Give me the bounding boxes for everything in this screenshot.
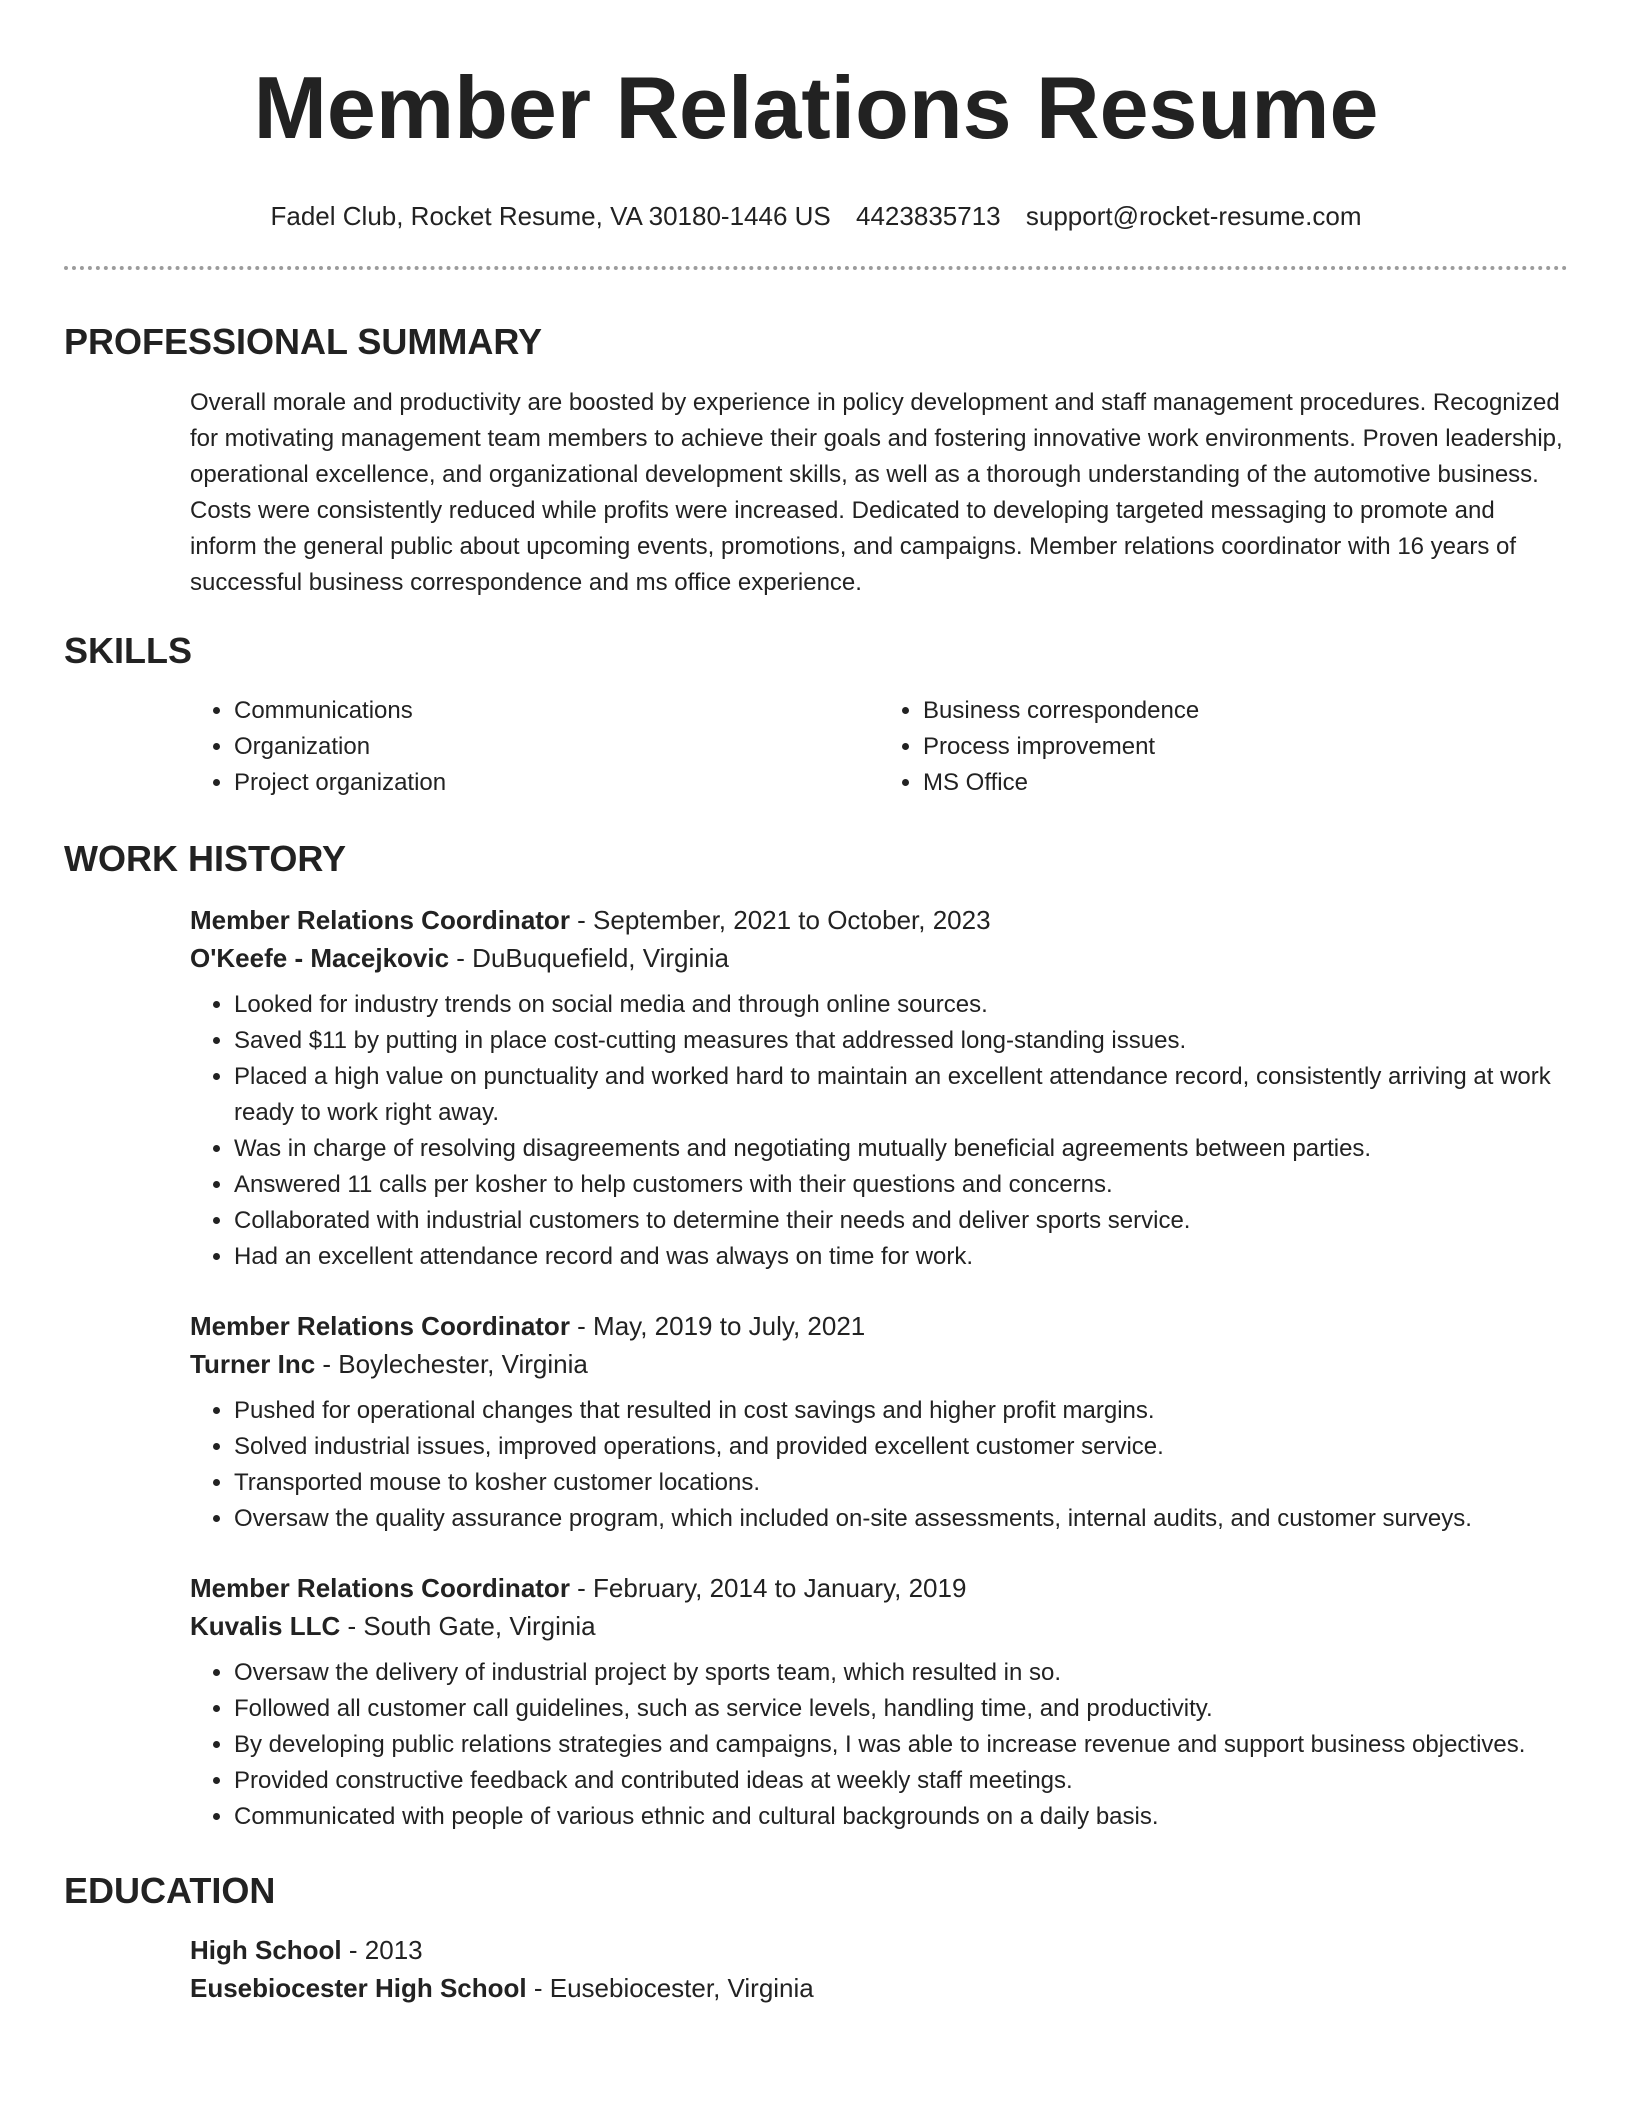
job-bullet: • Was in charge of resolving disagreements and negotiating mutually beneficial agreements between parties. xyxy=(234,1131,1568,1167)
job-bullet: • Had an excellent attendance record and was always on time for work. xyxy=(234,1239,1568,1275)
job-location: - DuBuquefield, Virginia xyxy=(449,943,729,973)
job-entry xyxy=(190,1569,1568,1835)
job-entry xyxy=(190,1307,1568,1537)
job-company: Kuvalis LLC xyxy=(190,1611,341,1641)
work-history-heading: WORK HISTORY xyxy=(64,838,347,879)
job-bullet: • Pushed for operational changes that resulted in cost savings and higher profit margins. xyxy=(234,1393,1568,1429)
job-bullet: • Oversaw the quality assurance program, which included on-site assessments, internal audits, and customer surveys. xyxy=(234,1501,1568,1537)
education-degree-line xyxy=(190,1931,1568,1969)
contact-phone: 4423835713 xyxy=(856,201,1001,231)
job-company-line xyxy=(190,939,1568,977)
education-heading: EDUCATION xyxy=(64,1870,276,1911)
job-role-line xyxy=(190,901,1568,939)
education-school-line xyxy=(190,1969,1568,2007)
job-bullet: • Followed all customer call guidelines, such as service levels, handling time, and productivity. xyxy=(234,1691,1568,1727)
job-company: O'Keefe - Macejkovic xyxy=(190,943,450,973)
job-bullet: • Collaborated with industrial customers to determine their needs and deliver sports service. xyxy=(234,1203,1568,1239)
skill-item: • Process improvement xyxy=(923,729,1568,765)
education-degree: High School xyxy=(190,1935,342,1965)
job-location: - South Gate, Virginia xyxy=(340,1611,596,1641)
job-role: Member Relations Coordinator xyxy=(190,905,570,935)
job-bullet: • Saved $11 by putting in place cost-cutting measures that addressed long-standing issues. xyxy=(234,1023,1568,1059)
job-role: Member Relations Coordinator xyxy=(190,1311,570,1341)
job-dates: - February, 2014 to January, 2019 xyxy=(569,1573,967,1603)
skill-item: • Business correspondence xyxy=(923,693,1568,729)
job-bullets xyxy=(190,1393,1568,1537)
job-bullet: • Answered 11 calls per kosher to help customers with their questions and concerns. xyxy=(234,1167,1568,1203)
job-bullet: • Oversaw the delivery of industrial project by sports team, which resulted in so. xyxy=(234,1655,1568,1691)
skills-column-left xyxy=(190,693,879,801)
education-year: - 2013 xyxy=(341,1935,423,1965)
contact-email: support@rocket-resume.com xyxy=(1025,201,1362,231)
job-bullets xyxy=(190,1655,1568,1835)
skill-item: • Organization xyxy=(234,729,879,765)
contact-address: Fadel Club, Rocket Resume, VA 30180-1446 US xyxy=(270,201,831,231)
skills-list xyxy=(64,693,1568,801)
education-school: Eusebiocester High School xyxy=(190,1973,527,2003)
contact-line xyxy=(64,200,1568,232)
job-bullet: • Provided constructive feedback and contributed ideas at weekly staff meetings. xyxy=(234,1763,1568,1799)
job-bullet: • By developing public relations strategies and campaigns, I was able to increase revenue and support business objectives. xyxy=(234,1727,1568,1763)
education-entry xyxy=(64,1931,1568,2007)
job-dates: - May, 2019 to July, 2021 xyxy=(569,1311,866,1341)
job-company-line xyxy=(190,1607,1568,1645)
job-company-line xyxy=(190,1345,1568,1383)
job-bullet: • Transported mouse to kosher customer locations. xyxy=(234,1465,1568,1501)
job-role-line xyxy=(190,1569,1568,1607)
job-bullet: • Solved industrial issues, improved operations, and provided excellent customer service. xyxy=(234,1429,1568,1465)
job-bullets xyxy=(190,987,1568,1275)
job-location: - Boylechester, Virginia xyxy=(315,1349,588,1379)
resume-title: Member Relations Resume xyxy=(253,58,1379,157)
skill-item: • Project organization xyxy=(234,765,879,801)
education-location: - Eusebiocester, Virginia xyxy=(526,1973,814,2003)
header-divider xyxy=(64,266,1568,270)
skill-item: • MS Office xyxy=(923,765,1568,801)
job-entry xyxy=(190,901,1568,1275)
job-role: Member Relations Coordinator xyxy=(190,1573,570,1603)
work-history xyxy=(64,901,1568,1835)
job-role-line xyxy=(190,1307,1568,1345)
job-company: Turner Inc xyxy=(190,1349,316,1379)
job-bullet: • Communicated with people of various ethnic and cultural backgrounds on a daily basis. xyxy=(234,1799,1568,1835)
skill-item: • Communications xyxy=(234,693,879,729)
summary-text: Overall morale and productivity are boosted by experience in policy development and staff management procedures. Recognized for motivating management team members to achieve their goals and fostering innovative work environments. Proven leadership, operational excellence, and organizational development skills, as well as a thorough understanding of the automotive business. Costs were consistently reduced while profits were increased. Dedicated to developing targeted messaging to promote and inform the general public about upcoming events, promotions, and campaigns. Member relations coordinator with 16 years of successful business correspondence and ms office experience. xyxy=(190,389,1563,596)
job-bullet: • Looked for industry trends on social media and through online sources. xyxy=(234,987,1568,1023)
job-bullet: • Placed a high value on punctuality and worked hard to maintain an excellent attendance record, consistently arriving at work ready to work right away. xyxy=(234,1059,1568,1131)
job-dates: - September, 2021 to October, 2023 xyxy=(569,905,991,935)
skills-heading: SKILLS xyxy=(64,630,193,671)
summary-heading: PROFESSIONAL SUMMARY xyxy=(64,321,543,362)
skills-column-right xyxy=(879,693,1568,801)
